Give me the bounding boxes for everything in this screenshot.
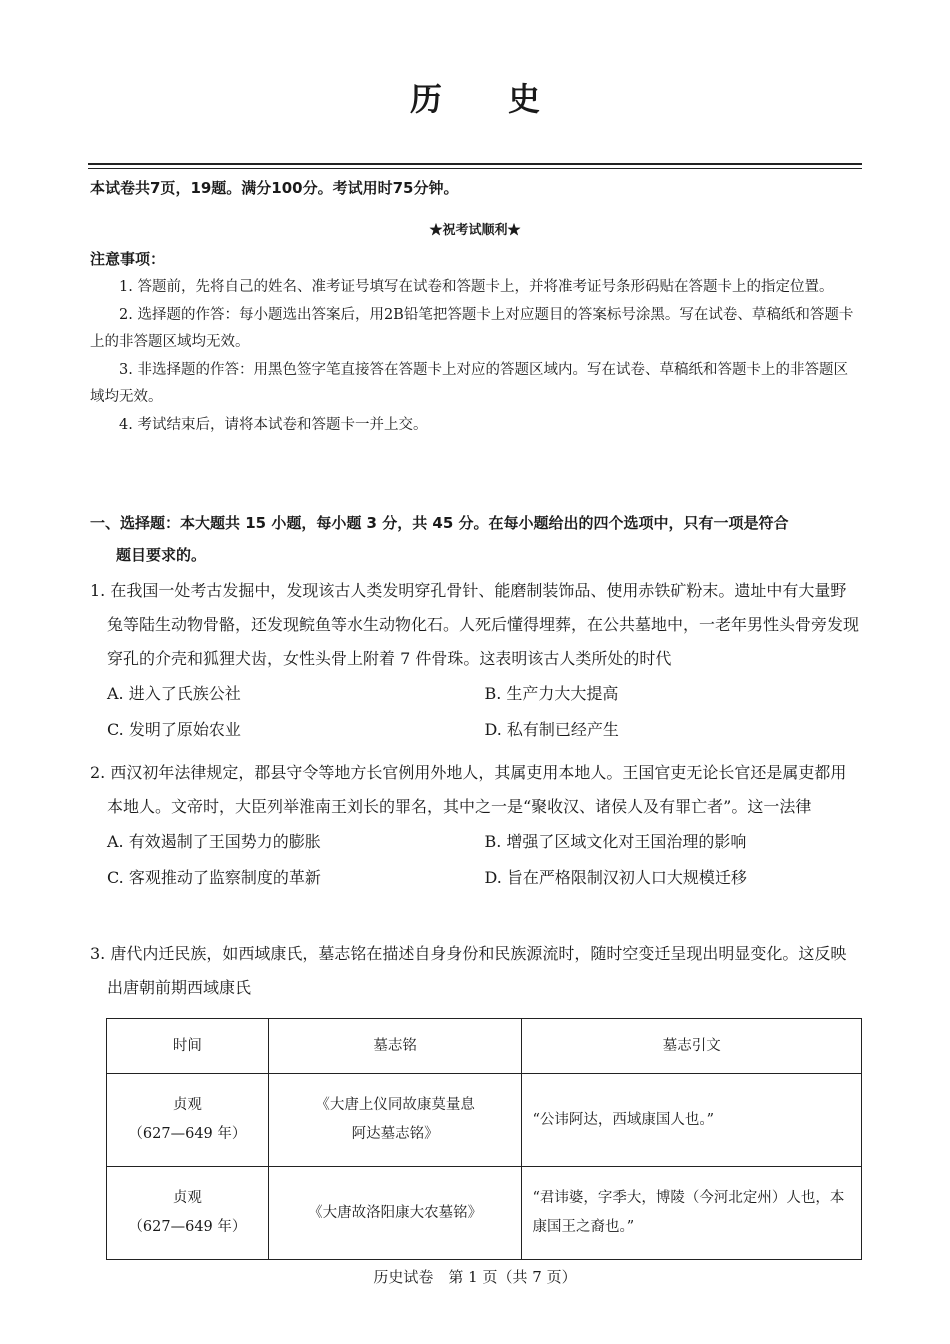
cell-inscription [268,1167,522,1260]
option-c: C. 发明了原始农业 [107,720,241,739]
period: 贞观 [172,1097,202,1113]
option-d: D. 旨在严格限制汉初人口大规模迁移 [484,868,747,887]
question-stem: 2. 西汉初年法律规定，郡县守令等地方长官例用外地人，其属吏用本地人。王国官吏无论长官还是属吏都用本地人。文帝时，大臣列举淮南王刘长的罪名，其中之一是“聚收汉、诸侯人及有罪亡者”。这一法律 [90,763,847,816]
section-heading [90,507,862,571]
notes-heading: 注意事项： [90,250,166,268]
cell-quote: “公讳阿达，西域康国人也。” [522,1074,862,1167]
note-item: 3. 非选择题的作答：用黑色签字笔直接答在答题卡上对应的答题区域内。写在试卷、草稿纸和答题卡上的非答题区域均无效。 [90,361,848,405]
option-c: C. 客观推动了监察制度的革新 [107,868,321,887]
column-header-time: 时间 [107,1019,269,1074]
options [90,824,862,896]
table-header-row [107,1019,862,1074]
years: （627—649 年） [128,1219,247,1235]
inscription-line: 《大唐上仪同故康莫量息 [315,1097,475,1113]
note-item: 1. 答题前，先将自己的姓名、准考证号填写在试卷和答题卡上，并将准考证号条形码贴在答题卡上的指定位置。 [119,279,834,295]
option-a: A. 进入了氏族公社 [107,684,241,703]
inscription-line: 《大唐故洛阳康大农墓铭》 [308,1204,483,1221]
page-footer: 历史试卷 第 1 页（共 7 页） [373,1268,577,1286]
inscription-line: 阿达墓志铭》 [351,1126,439,1142]
period: 贞观 [172,1190,202,1206]
cell-time [107,1074,269,1167]
note-item: 2. 选择题的作答：每小题选出答案后，用2B铅笔把答题卡上对应题目的答案标号涂黑。写在试卷、草稿纸和答题卡上的非答题区域均无效。 [90,306,854,350]
good-luck-banner: ★祝考试顺利★ [429,223,521,238]
cell-quote: “君讳婆，字季大，博陵（今河北定州）人也，本康国王之裔也。” [522,1167,862,1260]
question-1 [90,574,862,748]
note-item: 4. 考试结束后，请将本试卷和答题卡一并上交。 [119,416,428,433]
exam-info: 本试卷共7页，19题。满分100分。考试用时75分钟。 [90,179,459,197]
inscription-table [106,1018,862,1260]
section-heading-line1: 一、选择题：本大题共 15 小题，每小题 3 分，共 45 分。在每小题给出的四个选项中，只有一项是符合 [90,514,789,532]
table-row [107,1167,862,1260]
column-header-quote: 墓志引文 [522,1019,862,1074]
options [90,676,862,748]
question-2 [90,756,862,896]
years: （627—649 年） [128,1126,247,1142]
option-a: A. 有效遏制了王国势力的膨胀 [107,832,321,851]
table-row [107,1074,862,1167]
notes-list [90,274,862,439]
header-rule-thick [88,163,862,165]
question-stem: 1. 在我国一处考古发掘中，发现该古人类发明穿孔骨针、能磨制装饰品、使用赤铁矿粉末。遗址中有大量野兔等陆生动物骨骼，还发现鲩鱼等水生动物化石。人死后懂得埋葬，在公共墓地中，一老年男性头骨旁发现穿孔的介壳和狐狸犬齿，女性头骨上附着 7 件骨珠。这表明该古人类所处的时代 [90,581,860,668]
section-heading-line2: 题目要求的。 [116,546,207,564]
option-b: B. 生产力大大提高 [484,684,619,703]
question-stem: 3. 唐代内迁民族，如西域康氏，墓志铭在描述自身身份和民族源流时，随时空变迁呈现出明显变化。这反映出唐朝前期西域康氏 [90,944,847,997]
option-b: B. 增强了区域文化对王国治理的影响 [484,832,747,851]
question-3 [90,937,862,1005]
column-header-inscription: 墓志铭 [268,1019,522,1074]
page-title: 历史 [409,80,606,118]
header-rule-thin [88,168,862,169]
cell-inscription [268,1074,522,1167]
option-d: D. 私有制已经产生 [484,720,619,739]
cell-time [107,1167,269,1260]
